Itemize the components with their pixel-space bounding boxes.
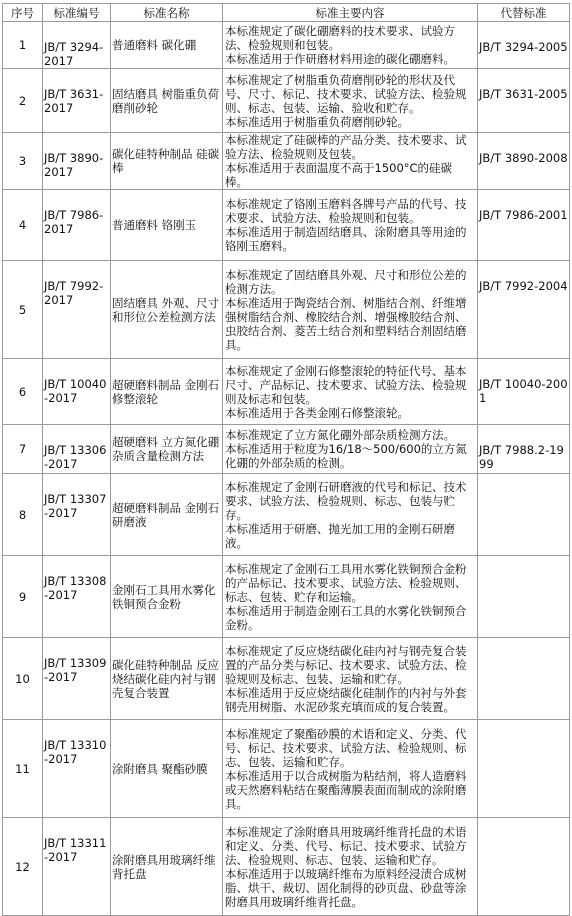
content-para: 本标准适用于以合成树脂为粘结剂，将人造磨料或天然磨料粘结在聚酯薄膜表面而制成的涂附磨具。 [225,768,467,811]
cell-seq: 12 [3,818,43,916]
cell-seq: 10 [3,638,43,720]
cell-replaced: JB/T 7992-2004 [478,261,570,359]
cell-seq: 11 [3,720,43,818]
table-row [3,425,570,474]
content-para: 本标准规定了铬刚玉磨料各牌号产品的代号、技术要求、试验方法、检验规则和包装。 [225,197,467,225]
cell-seq: 6 [3,359,43,425]
content-para: 本标准规定了碳化硼磨料的技术要求、试验方法、检验规则和包装。 [225,24,455,52]
cell-replaced [478,474,570,556]
cell-replaced: JB/T 3294-2005 [478,22,570,69]
standards-table [2,3,570,916]
table-body [3,22,570,916]
cell-name: 涂附磨具用玻璃纤维背托盘 [111,818,223,916]
table-row [3,720,570,818]
cell-name: 普通磨料 碳化硼 [111,22,223,69]
cell-replaced: JB/T 7988.2-1999 [478,425,570,474]
cell-name: 涂附磨具 聚酯砂膜 [111,720,223,818]
content-para: 本标准规定了金刚石修整滚轮的特征代号、基本尺寸、产品标记、技术要求、试验方法、检验规则及标志和包装。 [225,363,467,406]
table-row [3,69,570,133]
cell-name: 碳化硅特种制品 反应烧结碳化硅内衬与钢壳复合装置 [111,638,223,720]
cell-code: JB/T 13307-2017 [43,474,111,556]
cell-replaced [478,556,570,638]
cell-content [223,425,478,474]
cell-content [223,261,478,359]
content-para: 本标准规定了树脂重负荷磨削砂轮的形状及代号、尺寸、标记、技术要求、试验方法、检验规则、标志、包装、运输、验收和贮存。 [225,72,467,115]
cell-code: JB/T 13311-2017 [43,818,111,916]
table-row [3,261,570,359]
content-para: 本标准规定了金刚石研磨液的代号和标记、技术要求、试验方法、检验规则、标志、包装与贮存。 [225,479,467,522]
content-para: 本标准适用于树脂重负荷磨削砂轮。 [225,114,409,129]
cell-replaced [478,720,570,818]
table-row [3,359,570,425]
content-para: 本标准规定了固结磨具外观、尺寸和形位公差的检测方法。 [225,267,467,296]
header-name: 标准名称 [111,4,223,22]
cell-content [223,638,478,720]
cell-name: 普通磨料 铬刚玉 [111,190,223,261]
table-row [3,556,570,638]
content-para: 本标准规定了金刚石工具用水雾化铁铜预合金粉的产品标记、技术要求、试验方法、检验规则、标志、包装、贮存和运输。 [225,561,467,604]
cell-code: JB/T 13310-2017 [43,720,111,818]
content-para: 本标准适用于各类金刚石修整滚轮。 [225,405,409,420]
cell-replaced: JB/T 3631-2005 [478,69,570,133]
content-para: 本标准适用于作研磨材料用途的碳化硼磨料。 [225,52,455,66]
cell-name: 碳化硅特种制品 硅碳棒 [111,133,223,190]
content-para: 本标准规定了立方氮化硼外部杂质检测方法。 [225,428,455,442]
content-para: 本标准适用于粒度为16/18～500/600的立方氮化硼的外部杂质的检测。 [225,442,467,470]
cell-code: JB/T 10040-2017 [43,359,111,425]
header-row [3,4,570,22]
content-para: 本标准适用于制造固结磨具、涂附磨具等用途的铬刚玉磨料。 [225,225,467,253]
cell-code: JB/T 7992-2017 [43,261,111,359]
cell-seq: 5 [3,261,43,359]
cell-content [223,474,478,556]
header-seq: 序号 [3,4,43,22]
table-row [3,190,570,261]
cell-code: JB/T 13309-2017 [43,638,111,720]
cell-name: 固结磨具 外观、尺寸和形位公差检测方法 [111,261,223,359]
cell-code: JB/T 3294-2017 [43,22,111,69]
cell-replaced: JB/T 7986-2001 [478,190,570,261]
cell-name: 超硬磨料 立方氮化硼杂质含量检测方法 [111,425,223,474]
cell-name: 超硬磨料制品 金刚石修整滚轮 [111,359,223,425]
content-para: 本标准适用于陶瓷结合剂、树脂结合剂、纤维增强树脂结合剂、橡胶结合剂、增强橡胶结合剂、虫胶结合剂、菱苦土结合剂和塑料结合剂固结磨具。 [225,295,467,352]
table-row [3,818,570,916]
content-para: 本标准适用于反应烧结碳化硅制作的内衬与外套钢壳用树脂、水泥砂浆充填而成的复合装置。 [225,685,467,714]
cell-content [223,720,478,818]
cell-content [223,133,478,190]
content-para: 本标准规定了涂附磨具用玻璃纤维背托盘的术语和定义、分类、代号、标记、技术要求、试验方法、检验规则、标志、包装、运输和贮存。 [225,824,467,867]
table-row [3,133,570,190]
content-para: 本标准适用于表面温度不高于1500°C的硅碳棒。 [225,161,453,189]
cell-name: 超硬磨料制品 金刚石研磨液 [111,474,223,556]
cell-replaced [478,638,570,720]
cell-seq: 1 [3,22,43,69]
cell-seq: 8 [3,474,43,556]
cell-name: 固结磨具 树脂重负荷磨削砂轮 [111,69,223,133]
table-row [3,22,570,69]
cell-name: 金刚石工具用水雾化铁铜预合金粉 [111,556,223,638]
table-header [3,4,570,22]
content-para: 本标准适用于制造金刚石工具的水雾化铁铜预合金粉。 [225,603,467,632]
cell-content [223,69,478,133]
cell-code: JB/T 13308-2017 [43,556,111,638]
content-para: 本标准规定了聚酯砂膜的术语和定义、分类、代号、标记、技术要求、试验方法、检验规则、标志、包装、运输和贮存。 [225,726,467,769]
cell-seq: 3 [3,133,43,190]
cell-seq: 4 [3,190,43,261]
content-para: 本标准适用于研磨、抛光加工用的金刚石研磨液。 [225,521,455,550]
cell-code: JB/T 3631-2017 [43,69,111,133]
content-para: 本标准规定了反应烧结碳化硅内衬与钢壳复合装置的产品分类与标记、技术要求、试验方法、检验规则及标志、包装、运输和贮存。 [225,643,467,686]
cell-content [223,190,478,261]
content-para: 本标准适用于以玻璃纤维布为原料经浸渍合成树脂、烘干、裁切、固化制得的砂页盘、砂盘等涂附磨具用玻璃纤维背托盘。 [225,866,467,909]
table-row [3,474,570,556]
header-replaced: 代替标准 [478,4,570,22]
cell-code: JB/T 7986-2017 [43,190,111,261]
cell-code: JB/T 13306-2017 [43,425,111,474]
cell-content [223,22,478,69]
content-para: 本标准规定了硅碳棒的产品分类、技术要求、试验方法、检验规则及包装。 [225,133,467,161]
cell-seq: 7 [3,425,43,474]
cell-seq: 2 [3,69,43,133]
cell-seq: 9 [3,556,43,638]
cell-replaced: JB/T 10040-2001 [478,359,570,425]
cell-content [223,556,478,638]
cell-content [223,359,478,425]
table-row [3,638,570,720]
header-content: 标准主要内容 [223,4,478,22]
header-code: 标准编号 [43,4,111,22]
cell-content [223,818,478,916]
cell-replaced [478,818,570,916]
cell-code: JB/T 3890-2017 [43,133,111,190]
cell-replaced: JB/T 3890-2008 [478,133,570,190]
